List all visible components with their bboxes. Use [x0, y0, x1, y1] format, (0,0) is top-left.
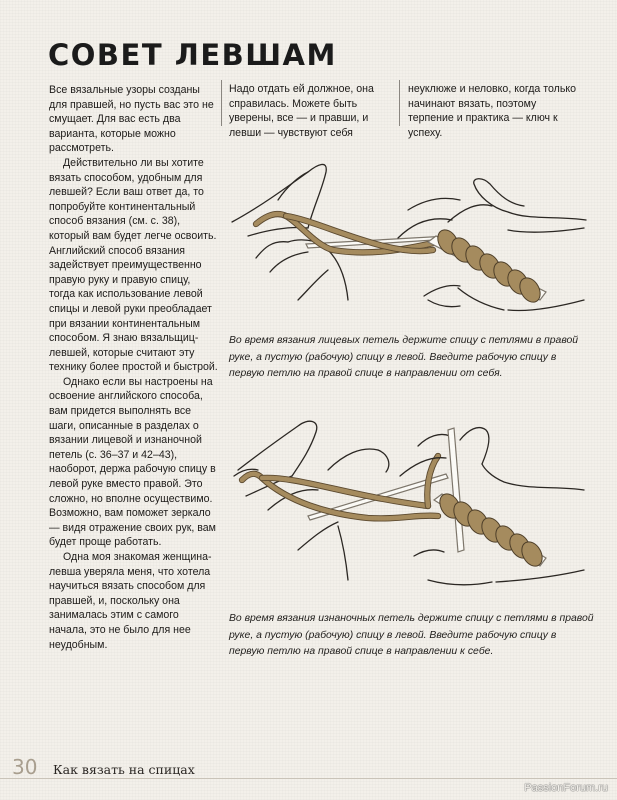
figure-caption: Во время вязания изнаночных петель держите спицу с петлями в правой руке, а пустую (рабочую) спицу в левой. Введите рабочую спицу в первую петлю на правой спице в направлении к себе.	[229, 613, 594, 657]
purl-stitch-hands-illustration	[228, 410, 588, 592]
figure-caption: Во время вязания лицевых петель держите спицу с петлями в правой руке, а пустую (рабочую) спицу в левой. Введите рабочую спицу в первую петлю на правой спице в направлении от себя.	[229, 335, 579, 379]
knit-stitch-figure	[228, 150, 588, 320]
column-divider	[399, 80, 400, 126]
paragraph: Действительно ли вы хотите вязать способом, удобным для левшей? Если ваш ответ да, то попробуйте континентальный способ вязания (см. с. 38), который вам будет легче освоить. Английский способ вязания задействует преимущественно правую руку и правую спицу, тогда как использование левой спицы и левой руки преобладает при вязании континентальным способом. Я знаю вязальщиц-левшей, которые считают эту технику более простой и быстрой.	[49, 156, 218, 374]
running-footer-title: Как вязать на спицах	[53, 762, 195, 777]
watermark: PassionForum.ru	[524, 782, 608, 794]
paragraph: Одна моя знакомая женщина-левша уверяла меня, что хотела научиться вязать способом для правшей, и, поскольку она занималась этим с самого начала, это не было для нее неудобным.	[49, 551, 212, 651]
knit-stitch-hands-illustration	[228, 150, 588, 320]
page-number: 30	[12, 755, 38, 779]
paragraph: неуклюже и неловко, когда только начинают вязать, поэтому терпение и практика — ключ к успеху.	[408, 83, 576, 139]
article-column-2	[229, 82, 399, 140]
page-title: СОВЕТ ЛЕВШАМ	[48, 38, 337, 72]
article-column-3	[408, 82, 578, 140]
paragraph: Все вязальные узоры созданы для правшей, но пусть вас это не смущает. Для вас есть два варианта, которые можно рассмотреть.	[49, 84, 214, 155]
footer-divider	[0, 778, 617, 779]
purl-stitch-figure	[228, 410, 588, 592]
article-column-1	[49, 83, 219, 652]
column-divider	[221, 80, 222, 126]
paragraph: Надо отдать ей должное, она справилась. Можете быть уверены, все — и правши, и левши — чувствуют себя	[229, 83, 374, 139]
paragraph: Однако если вы настроены на освоение английского способа, вам придется выполнять все шаги, описанные в разделах о вязании лицевой и изнаночной петель (с. 36–37 и 42–43), наоборот, держа рабочую спицу в левой руке вместо правой. Это сложно, но вполне осуществимо. Возможно, вам поможет зеркало — видя отражение своих рук, вам будет проще работать.	[49, 375, 216, 549]
